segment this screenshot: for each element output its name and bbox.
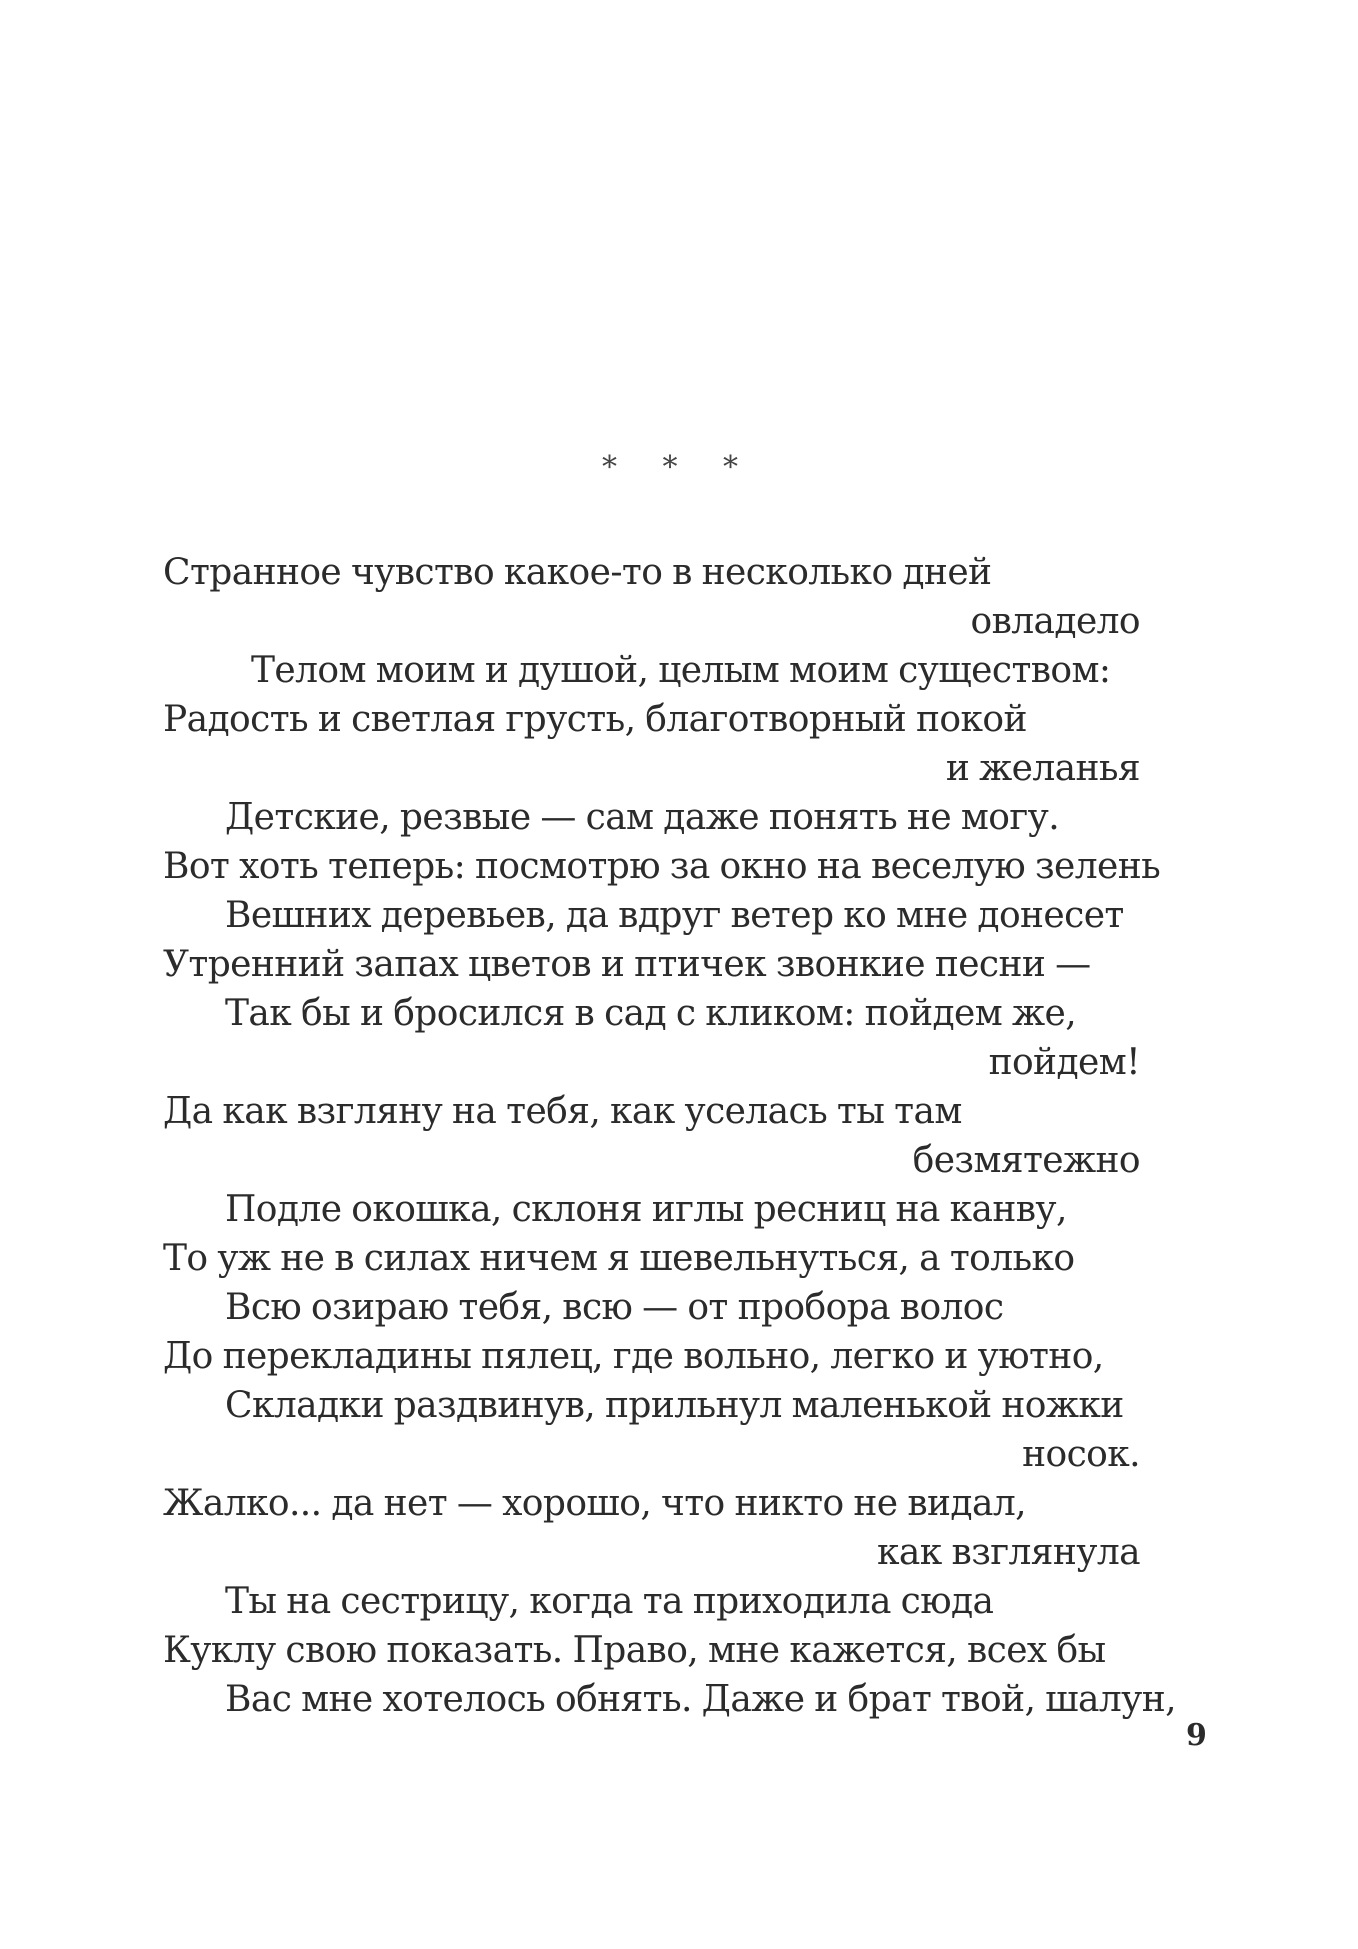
poem-line: и желанья — [945, 748, 1140, 789]
poem-line: Так бы и бросился в сад с кликом: пойдем же, — [225, 993, 1077, 1034]
poem-line: Жалко... да нет — хорошо, что никто не видал, — [163, 1483, 1026, 1524]
poem-line: Куклу свою показать. Право, мне кажется, всех бы — [163, 1630, 1106, 1671]
poem-line: То уж не в силах ничем я шевельнуться, а только — [163, 1238, 1075, 1279]
poem-line: Да как взгляну на тебя, как уселась ты там — [163, 1091, 962, 1132]
section-separator: * * * — [601, 450, 757, 485]
poem-line: Утренний запах цветов и птичек звонкие песни — — [163, 944, 1091, 985]
poem-line: Вас мне хотелось обнять. Даже и брат твой, шалун, — [225, 1679, 1177, 1720]
poem-line: безмятежно — [912, 1140, 1140, 1181]
poem-line: овладело — [970, 601, 1140, 642]
poem-line: Детские, резвые — сам даже понять не могу. — [225, 797, 1060, 838]
poem-line: носок. — [1022, 1434, 1140, 1475]
poem-line: Вот хоть теперь: посмотрю за окно на веселую зелень — [163, 846, 1161, 887]
poem-line: Ты на сестрицу, когда та приходила сюда — [225, 1581, 994, 1622]
poem-line: Телом моим и душой, целым моим существом: — [251, 650, 1111, 691]
page-number: 9 — [1186, 1718, 1207, 1753]
poem-line: как взглянула — [877, 1532, 1140, 1573]
poem-line: Странное чувство какое-то в несколько дней — [163, 552, 992, 593]
poem-line: Всю озираю тебя, всю — от пробора волос — [225, 1287, 1004, 1328]
poem-line: Вешних деревьев, да вдруг ветер ко мне донесет — [225, 895, 1124, 936]
poem-line: До перекладины пялец, где вольно, легко и уютно, — [163, 1336, 1104, 1377]
poem-line: Радость и светлая грусть, благотворный покой — [163, 699, 1027, 740]
poem-line: Складки раздвинув, прильнул маленькой ножки — [225, 1385, 1124, 1426]
poem-line: пойдем! — [988, 1042, 1140, 1083]
poem-line: Подле окошка, склоня иглы ресниц на канву, — [225, 1189, 1067, 1230]
